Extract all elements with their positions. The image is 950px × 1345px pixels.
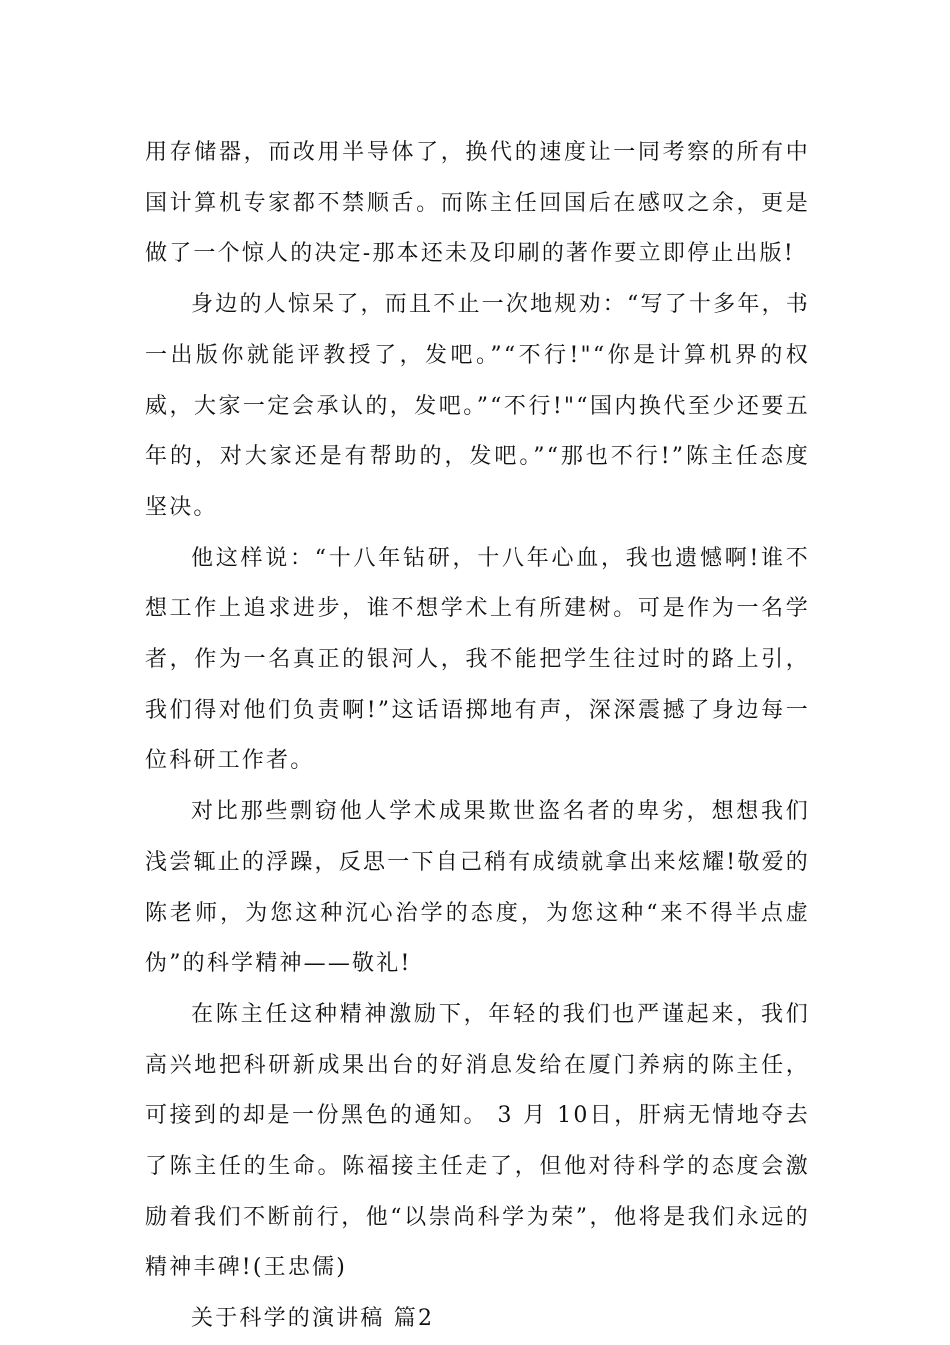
paragraph-ending: 在陈主任这种精神激励下，年轻的我们也严谨起来，我们高兴地把科研新成果出台的好消息发给在厦门养病的陈主任，可接到的却是一份黑色的通知。 3 月 10日，肝病无情地夺去了陈主任的生命。陈福接主任走了，但他对待科学的态度会激励着我们不断前行，他“以崇尚科学为荣”，他将是我们永远的精神丰碑!(王忠儒)	[145, 1001, 810, 1281]
paragraph-salute: 对比那些剽窃他人学术成果欺世盗名者的卑劣，想想我们浅尝辄止的浮躁，反思一下自己稍有成绩就拿出来炫耀!敬爱的陈老师，为您这种沉心治学的态度，为您这种“来不得半点虚伪”的科学精神——敬礼!	[145, 799, 810, 977]
paragraph-colleagues-advice: 身边的人惊呆了，而且不止一次地规劝：“写了十多年，书一出版你就能评教授了，发吧。”“不行!"“你是计算机界的权威，大家一定会承认的，发吧。”“不行!"“国内换代至少还要五年的，对大家还是有帮助的，发吧。”“那也不行!”陈主任态度坚决。	[145, 292, 810, 520]
section-heading: 关于科学的演讲稿 篇2	[191, 1306, 435, 1332]
paragraph-continuation: 用存储器，而改用半导体了，换代的速度让一同考察的所有中国计算机专家都不禁顺舌。而陈主任回国后在感叹之余，更是做了一个惊人的决定-那本还未及印刷的著作要立即停止出版!	[145, 140, 810, 267]
document-body	[145, 128, 810, 1345]
paragraph-his-words: 他这样说：“十八年钻研，十八年心血，我也遗憾啊!谁不想工作上追求进步，谁不想学术上有所建树。可是作为一名学者，作为一名真正的银河人，我不能把学生往过时的路上引，我们得对他们负责啊!”这话语掷地有声，深深震撼了身边每一位科研工作者。	[145, 545, 810, 774]
